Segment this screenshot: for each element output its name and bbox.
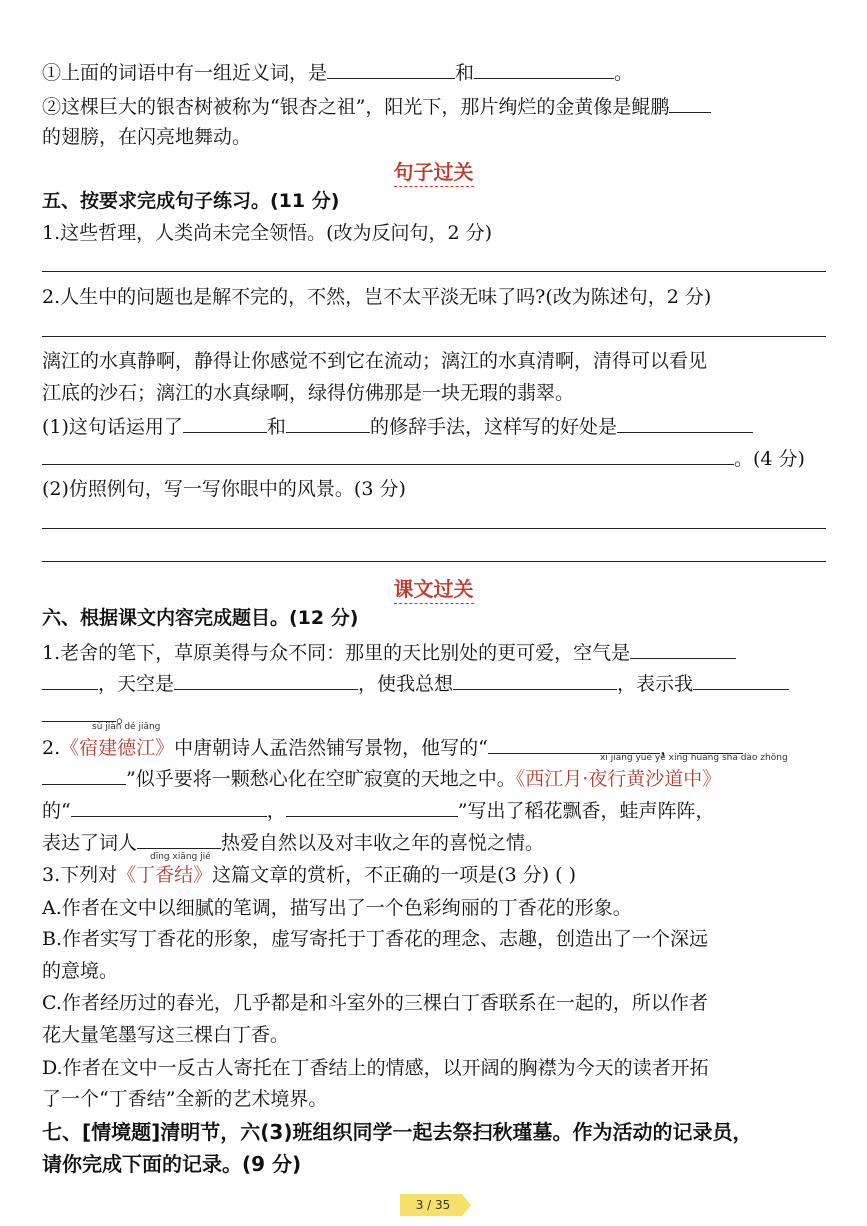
- answer-blank[interactable]: [42, 762, 126, 785]
- passage-line2: 江底的沙石；漓江的水真绿啊，绿得仿佛那是一块无瑕的翡翠。: [42, 382, 575, 404]
- pinyin-annotation: sù jiàn dé jiāng: [92, 722, 161, 732]
- answer-blank[interactable]: [42, 442, 734, 465]
- q6-1-line2: ，天空是 ，使我总想 ，表示我: [42, 667, 828, 699]
- answer-line[interactable]: [42, 271, 826, 272]
- answer-blank[interactable]: [630, 636, 736, 659]
- answer-blank[interactable]: [617, 410, 753, 433]
- answer-blank[interactable]: [327, 56, 455, 79]
- answer-blank[interactable]: [286, 794, 458, 817]
- option-d-line1[interactable]: D.作者在文中一反古人寄托在丁香结上的情感，以开阔的胸襟为今天的读者开拓: [42, 1057, 709, 1079]
- option-a[interactable]: A.作者在文中以细腻的笔调，描写出了一个色彩绚丽的丁香花的形象。: [42, 897, 632, 919]
- answer-line[interactable]: [42, 561, 826, 562]
- answer-blank[interactable]: [488, 731, 660, 754]
- q6-2-line2: ”似乎要将一颗愁心化在空旷寂寞的天地之中。《西江月·夜行黄沙道中》: [42, 762, 828, 794]
- answer-line[interactable]: [42, 528, 826, 529]
- answer-blank[interactable]: [693, 667, 789, 690]
- answer-blank[interactable]: [71, 794, 267, 817]
- q6-2-line4: 表达了词人 热爱自然以及对丰收之年的喜悦之情。: [42, 826, 828, 858]
- section-heading-sentence: 句子过关: [393, 160, 474, 184]
- option-c-line2[interactable]: 花大量笔墨写这三棵白丁香。: [42, 1024, 290, 1046]
- answer-blank[interactable]: [183, 410, 267, 433]
- answer-blank[interactable]: [679, 731, 743, 754]
- passage-line1: 漓江的水真静啊，静得让你感觉不到它在流动；漓江的水真清啊，清得可以看见: [42, 350, 708, 372]
- q6-2-line3: 的“ ， ”写出了稻花飘香，蛙声阵阵，: [42, 794, 828, 826]
- top-q1-line: ①上面的词语中有一组近义词，是 和 。: [42, 56, 828, 88]
- answer-line[interactable]: [42, 336, 826, 337]
- answer-blank[interactable]: [42, 699, 116, 722]
- answer-blank[interactable]: [453, 667, 617, 690]
- q5-item-2: 2.人生中的问题也是解不完的，不然，岂不太平淡无味了吗?(改为陈述句，2 分): [42, 286, 712, 308]
- q5-sub1-cont: 。(4 分): [42, 442, 828, 474]
- pinyin-annotation: dīng xiāng jié: [150, 852, 211, 862]
- section-heading-text: 课文过关: [393, 577, 474, 601]
- q6-1-line3: 。: [42, 699, 828, 731]
- question-six-title: 六、根据课文内容完成题目。(12 分): [42, 607, 359, 629]
- answer-blank[interactable]: [137, 826, 221, 849]
- answer-blank[interactable]: [474, 56, 614, 79]
- question-seven-line2: 请你完成下面的记录。(9 分): [42, 1152, 302, 1176]
- page-indicator: [400, 1194, 470, 1216]
- option-c-line1[interactable]: C.作者经历过的春光，几乎都是和斗室外的三棵白丁香联系在一起的，所以作者: [42, 992, 708, 1014]
- q5-item-1: 1.这些哲理，人类尚未完全领悟。(改为反问句，2 分): [42, 222, 493, 244]
- answer-blank[interactable]: [286, 410, 370, 433]
- answer-blank[interactable]: [42, 667, 98, 690]
- top-q2-line2: 的翅膀，在闪亮地舞动。: [42, 126, 252, 148]
- question-five-title: 五、按要求完成句子练习。(11 分): [42, 190, 340, 212]
- top-q2-line1: ②这棵巨大的银杏树被称为“银杏之祖”，阳光下，那片绚烂的金黄像是鲲鹏: [42, 90, 828, 122]
- page-number: 3 / 35: [415, 1198, 451, 1212]
- q6-2-line1: 2.《宿建德江》中唐朝诗人孟浩然铺写景物，他写的“ ，: [42, 731, 828, 763]
- q5-sub2: (2)仿照例句，写一写你眼中的风景。(3 分): [42, 478, 406, 500]
- q5-sub1: (1)这句话运用了 和 的修辞手法，这样写的好处是: [42, 410, 828, 442]
- option-b-line1[interactable]: B.作者实写丁香花的形象，虚写寄托于丁香花的理念、志趣，创造出了一个深远: [42, 928, 709, 950]
- option-b-line2[interactable]: 的意境。: [42, 960, 119, 982]
- question-seven-line1: 七、[情境题]清明节，六(3)班组织同学一起去祭扫秋瑾墓。作为活动的记录员，: [42, 1120, 753, 1144]
- answer-blank[interactable]: [669, 90, 711, 113]
- q6-1-line1: 1.老舍的笔下，草原美得与众不同：那里的天比别处的更可爱，空气是: [42, 636, 828, 668]
- answer-blank[interactable]: [174, 667, 358, 690]
- q6-3-stem: 3.下列对《丁香结》这篇文章的赏析，不正确的一项是(3 分) ( ): [42, 864, 577, 886]
- option-d-line2[interactable]: 了一个“丁香结”全新的艺术境界。: [42, 1088, 328, 1110]
- pinyin-annotation: xī jiāng yuè yè xíng huáng shā dào zhōng: [600, 753, 788, 763]
